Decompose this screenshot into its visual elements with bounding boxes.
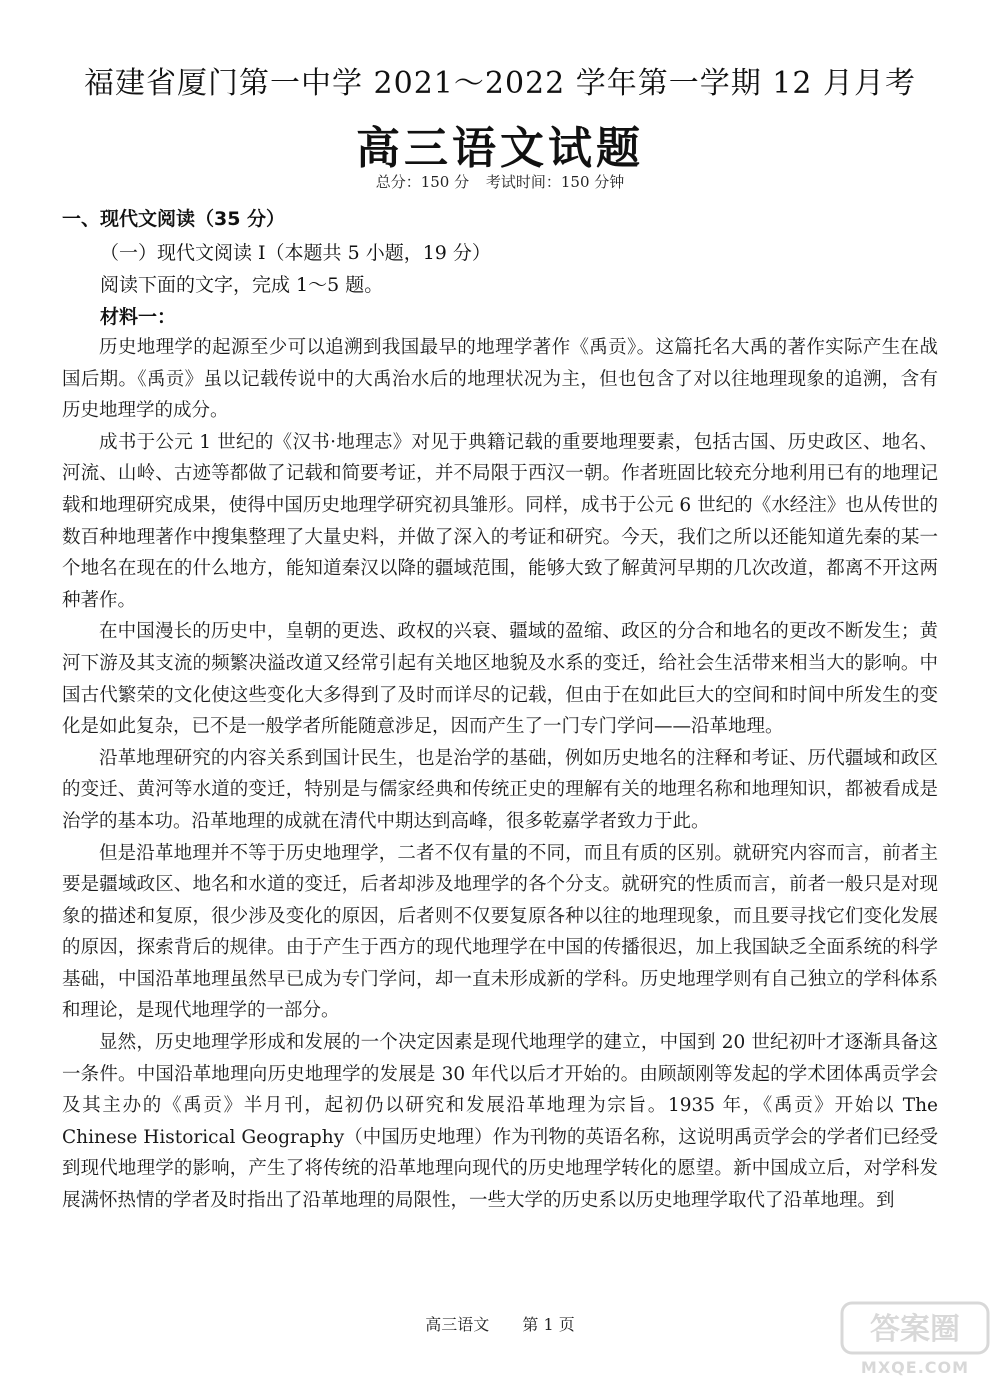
section-heading: 一、现代文阅读（35 分） [62,208,286,230]
total-score: 总分：150 分 [375,173,470,191]
paragraph: 成书于公元 1 世纪的《汉书·地理志》对见于典籍记载的重要地理要素，包括古国、历史政区、地名、河流、山岭、古迹等都做了记载和简要考证，并不局限于西汉一朝。作者班固比较充分地利用已有的地理记载和地理研究成果，使得中国历史地理学研究初具雏形。同样，成书于公元 6 世纪的《水经注》也从传世的数百种地理著作中搜集整理了大量史料，并做了深入的考证和研究。今天，我们之所以还能知道先秦的某一个地名在现在的什么地方，能知道秦汉以降的疆域范围，能够大致了解黄河早期的几次改道，都离不开这两种著作。 [62,431,938,611]
watermark-logo-icon [840,1301,990,1379]
watermark-url-text: MXQE.COM [860,1358,970,1377]
paragraph: 沿革地理研究的内容关系到国计民生，也是治学的基础，例如历史地名的注释和考证、历代疆域和政区的变迁、黄河等水道的变迁，特别是与儒家经典和传统正史的理解有关的地理名称和地理知识，都被看成是治学的基本功。沿革地理的成就在清代中期达到高峰，很多乾嘉学者致力于此。 [62,747,938,832]
paragraph: 显然，历史地理学形成和发展的一个决定因素是现代地理学的建立，中国到 20 世纪初叶才逐渐具备这一条件。中国沿革地理向历史地理学的发展是 30 年代以后才开始的。由顾颉刚等发起的学术团体禹贡学会及其主办的《禹贡》半月刊，起初仍以研究和发展沿革地理为宗旨。1935 年，《禹贡》开始以 The Chinese Historical Geography（中国历史地理）作为刊物的英语名称，这说明禹贡学会的学者们已经受到现代地理学的影响，产生了将传统的沿革地理向现代的历史地理学转化的愿望。新中国成立后，对学科发展满怀热情的学者及时指出了沿革地理的局限性，一些大学的历史系以历史地理学取代了沿革地理。到 [62,1032,938,1212]
paragraph: 在中国漫长的历史中，皇朝的更迭、政权的兴衰、疆域的盈缩、政区的分合和地名的更改不断发生；黄河下游及其支流的频繁决溢改道又经常引起有关地区地貌及水系的变迁，给社会生活带来相当大的影响。中国古代繁荣的文化使这些变化大多得到了及时而详尽的记载，但由于在如此巨大的空间和时间中所发生的变化是如此复杂，已不是一般学者所能随意涉足，因而产生了一门专门学问——沿革地理。 [62,621,938,738]
footer-subject: 高三语文 [425,1315,490,1334]
watermark-badge-text: 答案圈 [870,1312,960,1347]
paragraph: 但是沿革地理并不等于历史地理学，二者不仅有量的不同，而且有质的区别。就研究内容而言，前者主要是疆域政区、地名和水道的变迁，后者却涉及地理学的各个分支。就研究的性质而言，前者一般只是对现象的描述和复原，很少涉及变化的原因，后者则不仅要复原各种以往的地理现象，而且要寻找它们变化发展的原因，探索背后的规律。由于产生于西方的现代地理学在中国的传播很迟，加上我国缺乏全面系统的科学基础，中国沿革地理虽然早已成为专门学问，却一直未形成新的学科。历史地理学则有自己独立的学科体系和理论，是现代地理学的一部分。 [62,842,938,1022]
material-label: 材料一： [100,306,177,328]
school-exam-title: 福建省厦门第一中学 2021～2022 学年第一学期 12 月月考 [83,66,916,101]
paragraph: 历史地理学的起源至少可以追溯到我国最早的地理学著作《禹贡》。这篇托名大禹的著作实际产生在战国后期。《禹贡》虽以记载传说中的大禹治水后的地理状况为主，但也包含了对以往地理现象的追溯，含有历史地理学的成分。 [62,337,938,422]
exam-title: 高三语文试题 [356,123,644,174]
passage-body [62,332,938,1217]
exam-meta [0,171,1000,192]
exam-time: 考试时间：150 分钟 [485,173,625,191]
sub-section-heading: （一）现代文阅读 I（本题共 5 小题，19 分） [100,242,491,264]
reading-instruction: 阅读下面的文字，完成 1～5 题。 [100,274,384,296]
footer-page-number: 第 1 页 [522,1315,575,1334]
